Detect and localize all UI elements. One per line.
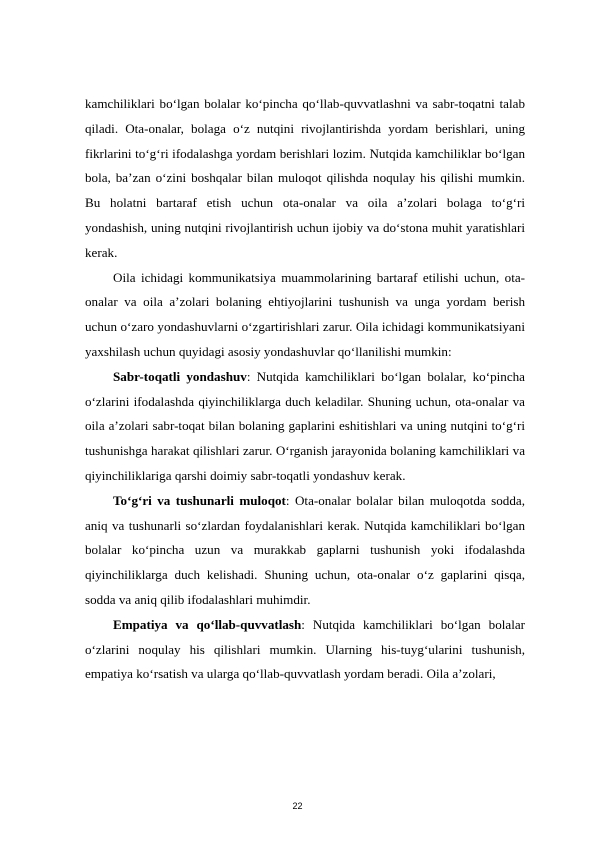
paragraph-family-communication: [85, 266, 525, 365]
paragraph-text: Oila ichidagi kommunikatsiya muammolarining bartaraf etilishi uchun, ota-onalar va oila a’zolari bolaning ehtiyojlarini tushunish va unga yordam berish uchun o‘zaro yondashuvlarni o‘zgartirishlari zarur. Oila ichidagi kommunikatsiyani yaxshilash uchun quyidagi asosiy yondashuvlar qo‘llanilishi mumkin:: [85, 269, 525, 359]
paragraph-continuation: [85, 92, 525, 266]
paragraph-text: kamchiliklari bo‘lgan bolalar ko‘pincha qo‘llab-quvvatlashni va sabr-toqatni talab qiladi. Ota-onalar, bolaga o‘z nutqini rivojlantirishda yordam berishlari, uning fikrlarini to‘g‘ri ifodalashga yordam berishlari lozim. Nutqida kamchiliklar bo‘lgan bola, ba’zan o‘zini boshqalar bilan muloqot qilishda noqulay his qilishi mumkin. Bu holatni bartaraf etish uchun ota-onalar va oila a’zolari bolaga to‘g‘ri yondashish, uning nutqini rivojlantirish uchun ijobiy va do‘stona muhit yaratishlari kerak.: [85, 96, 525, 260]
paragraph-text: : Nutqida kamchiliklari bo‘lgan bolalar o‘zlarini noqulay his qilishlari mumkin. Ularning his-tuyg‘ularini tushunish, empatiya ko‘rsatish va ularga qo‘llab-quvvatlash yordam beradi. Oila a’zolari,: [85, 616, 525, 682]
paragraph-lead-heading: Sabr-toqatli yondashuv: [113, 368, 247, 384]
paragraph-patient-approach: [85, 365, 525, 489]
paragraph-text: : Ota-onalar bolalar bilan muloqotda sodda, aniq va tushunarli so‘zlardan foydalanishlari kerak. Nutqida kamchiliklari bo‘lgan bolalar ko‘pincha uzun va murakkab gaplarni tushunish yoki ifodalashda qiyinchiliklarga duch kelishadi. Shuning uchun, ota-onalar o‘z gaplarini qisqa, sodda va aniq qilib ifodalashlari muhimdir.: [85, 492, 525, 607]
paragraph-lead-heading: Empatiya va qo‘llab-quvvatlash: [113, 616, 302, 632]
paragraph-lead-heading: To‘g‘ri va tushunarli muloqot: [113, 492, 286, 508]
paragraph-clear-communication: [85, 489, 525, 613]
page-body: [85, 92, 525, 687]
page-number: 22: [292, 801, 303, 811]
paragraph-text: : Nutqida kamchiliklari bo‘lgan bolalar, ko‘pincha o‘zlarini ifodalashda qiyinchiliklarga duch keladilar. Shuning uchun, ota-onalar va oila a’zolari sabr-toqat bilan bolaning gaplarini eshitishlari va uning nutqini to‘g‘ri tushunishga harakat qilishlari zarur. O‘rganish jarayonida bolaning kamchiliklari va qiyinchiliklariga qarshi doimiy sabr-toqatli yondashuv kerak.: [85, 368, 525, 483]
paragraph-empathy-support: [85, 613, 525, 687]
